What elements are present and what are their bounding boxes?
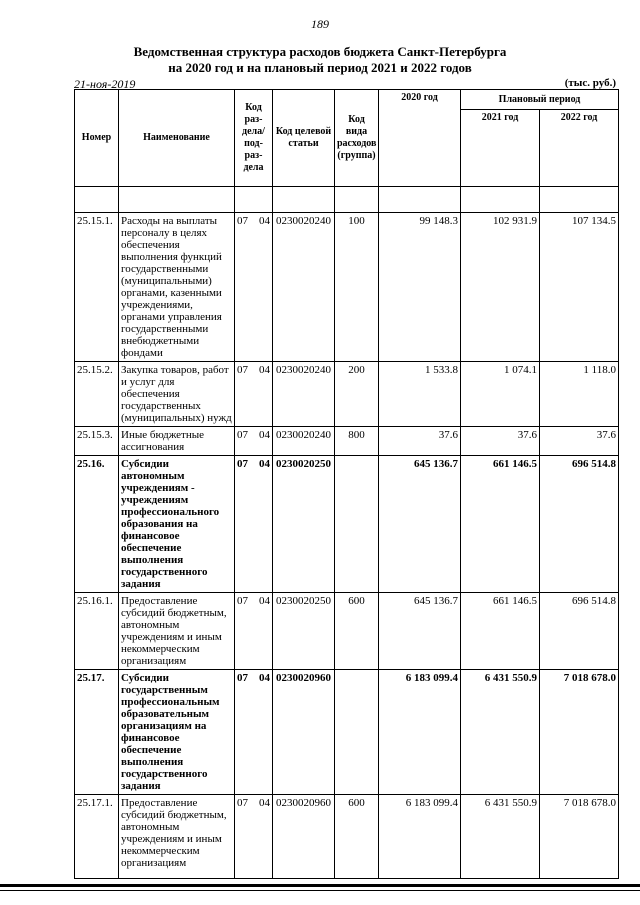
document-title	[0, 44, 640, 76]
table-row	[75, 362, 619, 427]
row-expense-type	[335, 456, 379, 593]
units-label: (тыс. руб.)	[564, 77, 616, 89]
section-code: 07	[237, 364, 248, 376]
row-expense-type: 100	[335, 213, 379, 362]
row-expense-type: 800	[335, 427, 379, 456]
row-section	[235, 593, 273, 670]
section-code: 07	[237, 595, 248, 607]
row-target: 0230020240	[273, 213, 335, 362]
row-number: 25.16.1.	[75, 593, 119, 670]
header-section: Код раз-дела/ под-раз-дела	[235, 90, 273, 187]
row-section	[235, 670, 273, 795]
subsection-code: 04	[259, 595, 270, 607]
header-expense-type: Код вида расходов (группа)	[335, 90, 379, 187]
row-2021: 661 146.5	[461, 456, 540, 593]
row-number: 25.17.	[75, 670, 119, 795]
title-line-2: на 2020 год и на плановый период 2021 и 2022 годов	[168, 60, 472, 75]
subsection-code: 04	[259, 797, 270, 809]
footer-rule-thin	[0, 890, 640, 891]
row-2022: 1 118.0	[540, 362, 619, 427]
row-number: 25.15.3.	[75, 427, 119, 456]
row-2020: 99 148.3	[379, 213, 461, 362]
row-name: Субсидии государственным профессиональным образовательным организациям на финансовое обеспечение выполнения государственного задания	[119, 670, 235, 795]
row-2021: 6 431 550.9	[461, 795, 540, 879]
subsection-code: 04	[259, 215, 270, 227]
header-number: Номер	[75, 90, 119, 187]
header-name: Наименование	[119, 90, 235, 187]
footer-rule	[0, 884, 640, 887]
header-planned-period: Плановый период	[461, 90, 619, 110]
row-2021: 6 431 550.9	[461, 670, 540, 795]
row-target: 0230020960	[273, 795, 335, 879]
header-2020: 2020 год	[379, 90, 461, 187]
row-section	[235, 362, 273, 427]
header-2021: 2021 год	[461, 110, 540, 187]
row-2022: 7 018 678.0	[540, 670, 619, 795]
row-name: Предоставление субсидий бюджетным, автономным учреждениям и иным некоммерческим организациям	[119, 795, 235, 879]
section-code: 07	[237, 215, 248, 227]
row-section	[235, 456, 273, 593]
page-number: 189	[311, 17, 329, 31]
row-2022: 7 018 678.0	[540, 795, 619, 879]
row-target: 0230020250	[273, 456, 335, 593]
row-name: Предоставление субсидий бюджетным, автономным учреждениям и иным некоммерческим организациям	[119, 593, 235, 670]
row-2022: 696 514.8	[540, 593, 619, 670]
header-2022: 2022 год	[540, 110, 619, 187]
table-row	[75, 670, 619, 795]
row-number: 25.17.1.	[75, 795, 119, 879]
subsection-code: 04	[259, 672, 270, 684]
row-expense-type: 600	[335, 795, 379, 879]
budget-table	[74, 89, 619, 879]
row-2021: 102 931.9	[461, 213, 540, 362]
section-code: 07	[237, 672, 248, 684]
row-2020: 6 183 099.4	[379, 670, 461, 795]
section-code: 07	[237, 797, 248, 809]
row-2020: 6 183 099.4	[379, 795, 461, 879]
row-section	[235, 213, 273, 362]
title-line-1: Ведомственная структура расходов бюджета Санкт-Петербурга	[133, 44, 507, 59]
subsection-code: 04	[259, 364, 270, 376]
document-date: 21-ноя-2019	[74, 77, 136, 91]
row-name: Иные бюджетные ассигнования	[119, 427, 235, 456]
subsection-code: 04	[259, 458, 270, 470]
table-row	[75, 593, 619, 670]
row-2020: 645 136.7	[379, 456, 461, 593]
header-target: Код целевой статьи	[273, 90, 335, 187]
subsection-code: 04	[259, 429, 270, 441]
row-2020: 1 533.8	[379, 362, 461, 427]
row-expense-type	[335, 670, 379, 795]
row-section	[235, 427, 273, 456]
table-row	[75, 795, 619, 879]
row-name: Расходы на выплаты персоналу в целях обеспечения выполнения функций государственными (муниципальными) органами, казенными учреждениями, органами управления государственными внебюджетными фондами	[119, 213, 235, 362]
row-target: 0230020240	[273, 427, 335, 456]
row-name: Субсидии автономным учреждениям - учреждениям профессионального образования на финансовое обеспечение выполнения государственного задания	[119, 456, 235, 593]
row-target: 0230020250	[273, 593, 335, 670]
row-target: 0230020960	[273, 670, 335, 795]
row-2022: 107 134.5	[540, 213, 619, 362]
row-number: 25.16.	[75, 456, 119, 593]
row-2021: 37.6	[461, 427, 540, 456]
row-2020: 37.6	[379, 427, 461, 456]
section-code: 07	[237, 458, 248, 470]
row-section	[235, 795, 273, 879]
section-code: 07	[237, 429, 248, 441]
row-expense-type: 600	[335, 593, 379, 670]
row-2021: 661 146.5	[461, 593, 540, 670]
row-name: Закупка товаров, работ и услуг для обеспечения государственных (муниципальных) нужд	[119, 362, 235, 427]
row-2022: 696 514.8	[540, 456, 619, 593]
row-target: 0230020240	[273, 362, 335, 427]
row-2020: 645 136.7	[379, 593, 461, 670]
row-expense-type: 200	[335, 362, 379, 427]
table-row	[75, 213, 619, 362]
row-number: 25.15.2.	[75, 362, 119, 427]
row-2022: 37.6	[540, 427, 619, 456]
table-row	[75, 456, 619, 593]
row-number: 25.15.1.	[75, 213, 119, 362]
row-2021: 1 074.1	[461, 362, 540, 427]
table-row	[75, 427, 619, 456]
